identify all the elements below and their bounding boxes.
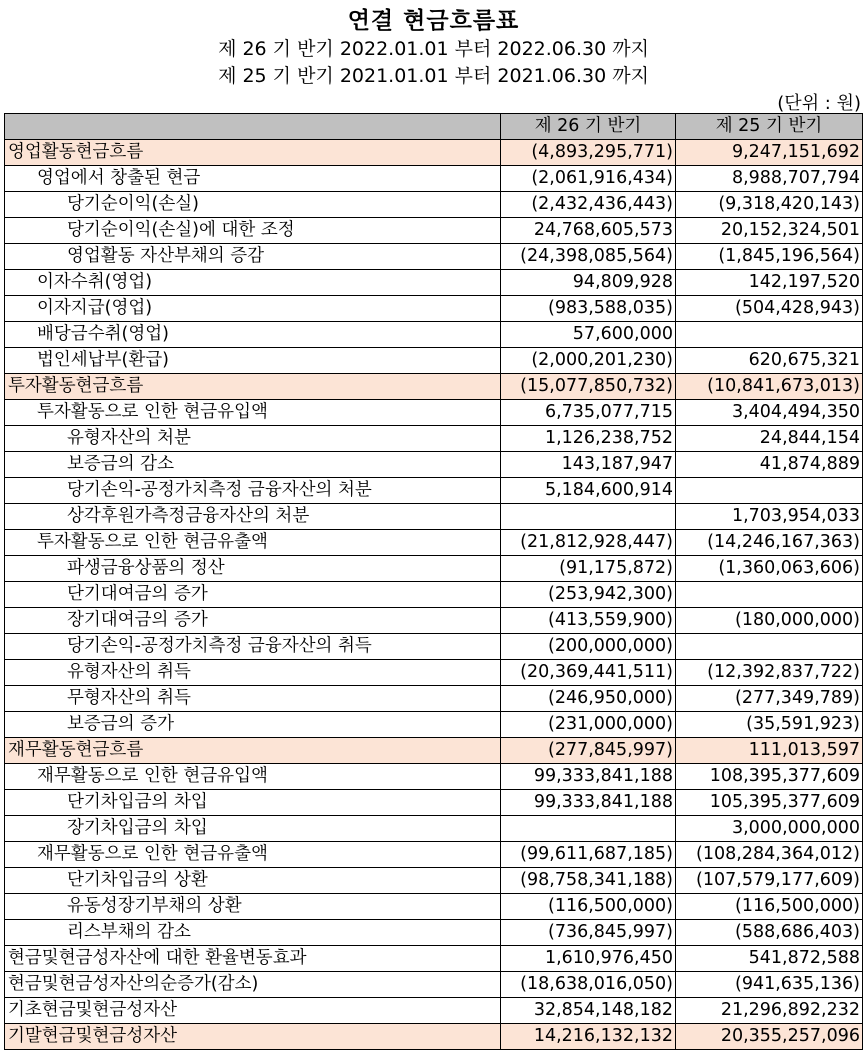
prior-period-value: (941,635,136) xyxy=(676,972,863,998)
current-period-value: (246,950,000) xyxy=(501,686,676,712)
account-label: 재무활동으로 인한 현금유출액 xyxy=(5,842,501,868)
current-period-value: (99,611,687,185) xyxy=(501,842,676,868)
table-row xyxy=(5,218,863,244)
table-row xyxy=(5,582,863,608)
table-row xyxy=(5,868,863,894)
prior-period-value: (108,284,364,012) xyxy=(676,842,863,868)
table-row xyxy=(5,894,863,920)
account-label: 현금및현금성자산에 대한 환율변동효과 xyxy=(5,946,501,972)
table-row xyxy=(5,296,863,322)
account-label: 현금및현금성자산의순증가(감소) xyxy=(5,972,501,998)
current-period-value: (91,175,872) xyxy=(501,556,676,582)
prior-period-value: (107,579,177,609) xyxy=(676,868,863,894)
table-row xyxy=(5,244,863,270)
current-period-value: 6,735,077,715 xyxy=(501,400,676,426)
table-row xyxy=(5,556,863,582)
current-period-value: 1,126,238,752 xyxy=(501,426,676,452)
unit-label: (단위 : 원) xyxy=(777,93,861,114)
current-period-value: (98,758,341,188) xyxy=(501,868,676,894)
account-label: 당기순이익(손실) xyxy=(5,192,501,218)
current-period-value xyxy=(501,504,676,530)
current-period-value: 32,854,148,182 xyxy=(501,998,676,1024)
current-period-value: (736,845,997) xyxy=(501,920,676,946)
prior-period-value: (116,500,000) xyxy=(676,894,863,920)
table-row xyxy=(5,426,863,452)
current-period-value: 99,333,841,188 xyxy=(501,790,676,816)
account-label: 상각후원가측정금융자산의 처분 xyxy=(5,504,501,530)
current-period-value: (24,398,085,564) xyxy=(501,244,676,270)
current-period-value: 94,809,928 xyxy=(501,270,676,296)
current-period-value: 14,216,132,132 xyxy=(501,1024,676,1050)
current-period-value: (253,942,300) xyxy=(501,582,676,608)
table-row xyxy=(5,790,863,816)
account-label: 장기차입금의 차입 xyxy=(5,816,501,842)
account-label: 투자활동현금흐름 xyxy=(5,374,501,400)
prior-period-value: 8,988,707,794 xyxy=(676,166,863,192)
prior-period-value: 105,395,377,609 xyxy=(676,790,863,816)
table-row xyxy=(5,972,863,998)
account-label: 파생금융상품의 정산 xyxy=(5,556,501,582)
table-row xyxy=(5,504,863,530)
account-label: 유형자산의 처분 xyxy=(5,426,501,452)
table-row xyxy=(5,660,863,686)
prior-period-value xyxy=(676,478,863,504)
table-row xyxy=(5,478,863,504)
prior-period-value xyxy=(676,582,863,608)
table-row xyxy=(5,842,863,868)
table-row xyxy=(5,270,863,296)
account-label: 유형자산의 취득 xyxy=(5,660,501,686)
current-period-value: 143,187,947 xyxy=(501,452,676,478)
prior-period-value: 1,703,954,033 xyxy=(676,504,863,530)
prior-period-value: (277,349,789) xyxy=(676,686,863,712)
table-row xyxy=(5,452,863,478)
current-period-value: (413,559,900) xyxy=(501,608,676,634)
account-label: 보증금의 감소 xyxy=(5,452,501,478)
table-row xyxy=(5,764,863,790)
current-period-value: (277,845,997) xyxy=(501,738,676,764)
account-label: 재무활동으로 인한 현금유입액 xyxy=(5,764,501,790)
current-period-value: (2,061,916,434) xyxy=(501,166,676,192)
account-label: 당기손익-공정가치측정 금융자산의 취득 xyxy=(5,634,501,660)
prior-period-value: (35,591,923) xyxy=(676,712,863,738)
prior-period-value: (9,318,420,143) xyxy=(676,192,863,218)
table-row xyxy=(5,686,863,712)
period-prior: 제 25 기 반기 2021.01.01 부터 2021.06.30 까지 xyxy=(218,65,649,87)
prior-period-value: (1,360,063,606) xyxy=(676,556,863,582)
account-label: 이자지급(영업) xyxy=(5,296,501,322)
table-row xyxy=(5,634,863,660)
account-label: 단기대여금의 증가 xyxy=(5,582,501,608)
prior-period-value: 24,844,154 xyxy=(676,426,863,452)
table-row xyxy=(5,192,863,218)
prior-period-value: 620,675,321 xyxy=(676,348,863,374)
current-period-value: 99,333,841,188 xyxy=(501,764,676,790)
table-row xyxy=(5,608,863,634)
account-label: 당기순이익(손실)에 대한 조정 xyxy=(5,218,501,244)
account-label: 당기손익-공정가치측정 금융자산의 처분 xyxy=(5,478,501,504)
prior-period-value: 142,197,520 xyxy=(676,270,863,296)
account-label: 배당금수취(영업) xyxy=(5,322,501,348)
current-period-value: (15,077,850,732) xyxy=(501,374,676,400)
table-row xyxy=(5,816,863,842)
account-label: 투자활동으로 인한 현금유출액 xyxy=(5,530,501,556)
prior-period-value: 3,404,494,350 xyxy=(676,400,863,426)
prior-period-value: 20,355,257,096 xyxy=(676,1024,863,1050)
account-label: 무형자산의 취득 xyxy=(5,686,501,712)
prior-period-value: 3,000,000,000 xyxy=(676,816,863,842)
header-prior-period: 제 25 기 반기 xyxy=(676,114,863,140)
account-label: 법인세납부(환급) xyxy=(5,348,501,374)
account-label: 보증금의 증가 xyxy=(5,712,501,738)
document-title: 연결 현금흐름표 xyxy=(347,8,520,34)
current-period-value: (231,000,000) xyxy=(501,712,676,738)
cash-flow-table xyxy=(4,113,863,1050)
prior-period-value: (588,686,403) xyxy=(676,920,863,946)
prior-period-value: (14,246,167,363) xyxy=(676,530,863,556)
account-label: 장기대여금의 증가 xyxy=(5,608,501,634)
current-period-value xyxy=(501,816,676,842)
header-row xyxy=(5,114,863,140)
prior-period-value: 108,395,377,609 xyxy=(676,764,863,790)
current-period-value: (2,000,201,230) xyxy=(501,348,676,374)
account-label: 단기차입금의 상환 xyxy=(5,868,501,894)
section-row xyxy=(5,140,863,166)
header-account xyxy=(5,114,501,140)
prior-period-value: 111,013,597 xyxy=(676,738,863,764)
account-label: 이자수취(영업) xyxy=(5,270,501,296)
account-label: 투자활동으로 인한 현금유입액 xyxy=(5,400,501,426)
prior-period-value: 541,872,588 xyxy=(676,946,863,972)
section-row xyxy=(5,738,863,764)
prior-period-value: (10,841,673,013) xyxy=(676,374,863,400)
prior-period-value: 9,247,151,692 xyxy=(676,140,863,166)
current-period-value: (21,812,928,447) xyxy=(501,530,676,556)
current-period-value: (116,500,000) xyxy=(501,894,676,920)
account-label: 기말현금및현금성자산 xyxy=(5,1024,501,1050)
table-row xyxy=(5,400,863,426)
current-period-value: (4,893,295,771) xyxy=(501,140,676,166)
prior-period-value: 41,874,889 xyxy=(676,452,863,478)
prior-period-value: 20,152,324,501 xyxy=(676,218,863,244)
account-label: 기초현금및현금성자산 xyxy=(5,998,501,1024)
account-label: 단기차입금의 차입 xyxy=(5,790,501,816)
table-row xyxy=(5,946,863,972)
account-label: 재무활동현금흐름 xyxy=(5,738,501,764)
prior-period-value xyxy=(676,322,863,348)
current-period-value: (200,000,000) xyxy=(501,634,676,660)
table-row xyxy=(5,166,863,192)
current-period-value: 57,600,000 xyxy=(501,322,676,348)
period-current: 제 26 기 반기 2022.01.01 부터 2022.06.30 까지 xyxy=(218,38,649,60)
current-period-value: 1,610,976,450 xyxy=(501,946,676,972)
prior-period-value: 21,296,892,232 xyxy=(676,998,863,1024)
current-period-value: (18,638,016,050) xyxy=(501,972,676,998)
prior-period-value: (504,428,943) xyxy=(676,296,863,322)
table-row xyxy=(5,322,863,348)
prior-period-value: (180,000,000) xyxy=(676,608,863,634)
section-row xyxy=(5,1024,863,1050)
account-label: 영업활동 자산부채의 증감 xyxy=(5,244,501,270)
current-period-value: (20,369,441,511) xyxy=(501,660,676,686)
account-label: 리스부채의 감소 xyxy=(5,920,501,946)
prior-period-value: (12,392,837,722) xyxy=(676,660,863,686)
table-row xyxy=(5,920,863,946)
table-row xyxy=(5,348,863,374)
current-period-value: 24,768,605,573 xyxy=(501,218,676,244)
prior-period-value: (1,845,196,564) xyxy=(676,244,863,270)
table-row xyxy=(5,712,863,738)
section-row xyxy=(5,374,863,400)
account-label: 영업활동현금흐름 xyxy=(5,140,501,166)
prior-period-value xyxy=(676,634,863,660)
current-period-value: (983,588,035) xyxy=(501,296,676,322)
account-label: 영업에서 창출된 현금 xyxy=(5,166,501,192)
table-row xyxy=(5,998,863,1024)
header-current-period: 제 26 기 반기 xyxy=(501,114,676,140)
current-period-value: 5,184,600,914 xyxy=(501,478,676,504)
current-period-value: (2,432,436,443) xyxy=(501,192,676,218)
table-row xyxy=(5,530,863,556)
account-label: 유동성장기부채의 상환 xyxy=(5,894,501,920)
